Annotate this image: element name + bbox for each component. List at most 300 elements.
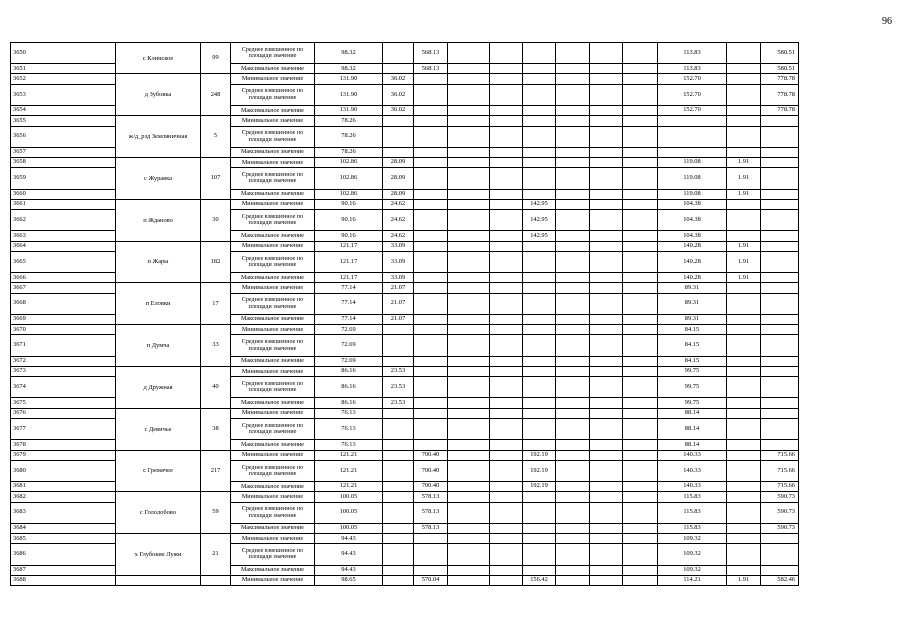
value-cell: 1.91 bbox=[727, 575, 761, 585]
value-cell: 86.16 bbox=[315, 377, 383, 398]
value-cell bbox=[623, 440, 658, 450]
value-cell bbox=[727, 64, 761, 74]
table-row bbox=[11, 408, 799, 418]
value-cell: 590.73 bbox=[761, 523, 799, 533]
value-cell: 89.31 bbox=[658, 293, 727, 314]
value-cell bbox=[727, 116, 761, 126]
value-cell bbox=[490, 366, 523, 376]
value-cell bbox=[383, 565, 414, 575]
value-cell bbox=[761, 366, 799, 376]
value-cell: 86.16 bbox=[315, 366, 383, 376]
row-number-cell: 3683 bbox=[11, 502, 116, 523]
value-cell bbox=[490, 565, 523, 575]
value-cell: 98.32 bbox=[315, 64, 383, 74]
value-cell bbox=[448, 419, 490, 440]
value-cell: 100.05 bbox=[315, 502, 383, 523]
value-cell bbox=[523, 158, 556, 168]
value-cell: 21.07 bbox=[383, 314, 414, 324]
value-cell bbox=[414, 210, 448, 231]
table-row bbox=[11, 199, 799, 209]
value-cell bbox=[623, 273, 658, 283]
value-type-cell: Минимальное значение bbox=[231, 366, 315, 376]
value-cell bbox=[523, 168, 556, 189]
value-cell bbox=[727, 377, 761, 398]
value-cell bbox=[448, 492, 490, 502]
value-cell: 28.09 bbox=[383, 189, 414, 199]
value-type-cell: Максимальное значение bbox=[231, 314, 315, 324]
value-cell bbox=[490, 356, 523, 366]
value-cell bbox=[623, 502, 658, 523]
row-number-cell: 3654 bbox=[11, 105, 116, 115]
value-cell: 582.46 bbox=[761, 575, 799, 585]
value-cell bbox=[523, 147, 556, 157]
value-cell: 23.53 bbox=[383, 398, 414, 408]
value-cell bbox=[523, 419, 556, 440]
row-number-cell: 3667 bbox=[11, 283, 116, 293]
row-number-cell: 3665 bbox=[11, 251, 116, 272]
value-cell: 88.14 bbox=[658, 408, 727, 418]
settlement-name-cell: с Клинское bbox=[116, 43, 201, 74]
value-cell bbox=[383, 408, 414, 418]
value-type-cell: Максимальное значение bbox=[231, 482, 315, 492]
value-cell bbox=[556, 325, 590, 335]
value-cell bbox=[490, 126, 523, 147]
value-cell: 580.51 bbox=[761, 43, 799, 64]
population-cell: 38 bbox=[201, 408, 231, 450]
value-cell: 109.32 bbox=[658, 565, 727, 575]
value-cell: 121.17 bbox=[315, 241, 383, 251]
value-cell bbox=[556, 523, 590, 533]
value-cell bbox=[414, 335, 448, 356]
value-cell bbox=[727, 482, 761, 492]
value-cell bbox=[448, 147, 490, 157]
value-cell bbox=[556, 168, 590, 189]
row-number-cell: 3656 bbox=[11, 126, 116, 147]
row-number-cell: 3664 bbox=[11, 241, 116, 251]
population-cell: 5 bbox=[201, 116, 231, 158]
value-cell bbox=[727, 325, 761, 335]
value-cell bbox=[556, 408, 590, 418]
row-number-cell: 3685 bbox=[11, 534, 116, 544]
value-cell: 33.09 bbox=[383, 251, 414, 272]
row-number-cell: 3658 bbox=[11, 158, 116, 168]
value-type-cell: Минимальное значение bbox=[231, 158, 315, 168]
value-cell bbox=[490, 492, 523, 502]
value-cell bbox=[590, 377, 623, 398]
population-cell: 17 bbox=[201, 283, 231, 325]
value-cell: 104.38 bbox=[658, 199, 727, 209]
value-type-cell: Среднее взвешенное по площади значение bbox=[231, 419, 315, 440]
row-number-cell: 3652 bbox=[11, 74, 116, 84]
value-cell bbox=[761, 283, 799, 293]
value-cell bbox=[490, 450, 523, 460]
value-cell: 115.83 bbox=[658, 523, 727, 533]
value-cell bbox=[523, 408, 556, 418]
value-cell bbox=[590, 408, 623, 418]
value-cell bbox=[448, 189, 490, 199]
value-cell: 568.13 bbox=[414, 64, 448, 74]
value-cell bbox=[523, 377, 556, 398]
value-type-cell: Минимальное значение bbox=[231, 241, 315, 251]
value-cell: 100.05 bbox=[315, 492, 383, 502]
population-cell: 99 bbox=[201, 43, 231, 74]
value-cell bbox=[448, 168, 490, 189]
value-cell bbox=[590, 231, 623, 241]
value-cell bbox=[761, 168, 799, 189]
value-cell bbox=[556, 189, 590, 199]
value-cell bbox=[761, 325, 799, 335]
value-cell bbox=[490, 335, 523, 356]
value-cell: 77.14 bbox=[315, 314, 383, 324]
value-cell bbox=[414, 251, 448, 272]
population-cell: 248 bbox=[201, 74, 231, 116]
value-cell bbox=[556, 74, 590, 84]
value-cell: 98.65 bbox=[315, 575, 383, 585]
value-cell bbox=[761, 189, 799, 199]
value-cell bbox=[523, 283, 556, 293]
value-cell bbox=[556, 502, 590, 523]
value-cell: 1.91 bbox=[727, 168, 761, 189]
value-cell: 21.07 bbox=[383, 283, 414, 293]
value-type-cell: Среднее взвешенное по площади значение bbox=[231, 168, 315, 189]
value-cell: 109.32 bbox=[658, 534, 727, 544]
value-cell bbox=[556, 482, 590, 492]
value-cell bbox=[490, 273, 523, 283]
value-cell: 152.70 bbox=[658, 84, 727, 105]
value-cell: 119.08 bbox=[658, 168, 727, 189]
value-cell bbox=[490, 460, 523, 481]
value-cell bbox=[448, 534, 490, 544]
value-cell bbox=[727, 210, 761, 231]
settlement-name-cell: д Зубовка bbox=[116, 74, 201, 116]
value-cell: 90.16 bbox=[315, 210, 383, 231]
value-cell: 100.05 bbox=[315, 523, 383, 533]
value-cell bbox=[761, 565, 799, 575]
value-cell bbox=[490, 377, 523, 398]
value-cell bbox=[727, 502, 761, 523]
value-cell bbox=[556, 84, 590, 105]
value-cell: 700.40 bbox=[414, 482, 448, 492]
value-cell: 104.38 bbox=[658, 210, 727, 231]
row-number-cell: 3672 bbox=[11, 356, 116, 366]
value-cell bbox=[523, 534, 556, 544]
value-cell bbox=[490, 43, 523, 64]
value-cell: 102.86 bbox=[315, 189, 383, 199]
value-type-cell: Минимальное значение bbox=[231, 74, 315, 84]
value-cell bbox=[414, 565, 448, 575]
value-cell bbox=[623, 335, 658, 356]
value-cell bbox=[623, 482, 658, 492]
value-cell: 21.07 bbox=[383, 293, 414, 314]
value-cell bbox=[448, 74, 490, 84]
value-cell bbox=[448, 126, 490, 147]
value-cell: 104.38 bbox=[658, 231, 727, 241]
value-cell bbox=[556, 116, 590, 126]
value-cell bbox=[448, 408, 490, 418]
value-cell: 140.33 bbox=[658, 450, 727, 460]
value-cell bbox=[761, 544, 799, 565]
value-cell bbox=[448, 482, 490, 492]
value-cell bbox=[523, 366, 556, 376]
value-cell: 78.26 bbox=[315, 126, 383, 147]
value-cell: 715.66 bbox=[761, 450, 799, 460]
value-cell bbox=[727, 43, 761, 64]
value-type-cell: Среднее взвешенное по площади значение bbox=[231, 251, 315, 272]
value-cell bbox=[623, 84, 658, 105]
value-cell bbox=[490, 502, 523, 523]
value-cell: 115.83 bbox=[658, 492, 727, 502]
value-cell bbox=[448, 283, 490, 293]
table-row bbox=[11, 325, 799, 335]
value-type-cell: Максимальное значение bbox=[231, 64, 315, 74]
value-cell bbox=[623, 189, 658, 199]
value-type-cell: Среднее взвешенное по площади значение bbox=[231, 502, 315, 523]
value-cell bbox=[383, 460, 414, 481]
value-cell bbox=[523, 398, 556, 408]
population-cell: 30 bbox=[201, 199, 231, 241]
value-cell: 131.90 bbox=[315, 74, 383, 84]
settlement-name-cell: ж/д_рзд Земляничная bbox=[116, 116, 201, 158]
value-cell bbox=[490, 116, 523, 126]
value-cell bbox=[448, 502, 490, 523]
value-cell bbox=[490, 440, 523, 450]
value-cell bbox=[383, 126, 414, 147]
value-cell bbox=[556, 251, 590, 272]
value-cell bbox=[623, 460, 658, 481]
value-cell: 113.83 bbox=[658, 64, 727, 74]
value-cell bbox=[761, 408, 799, 418]
table-row bbox=[11, 283, 799, 293]
value-cell bbox=[623, 293, 658, 314]
value-cell bbox=[590, 199, 623, 209]
value-cell: 24.62 bbox=[383, 199, 414, 209]
value-cell bbox=[727, 460, 761, 481]
value-cell bbox=[448, 293, 490, 314]
value-cell: 1.91 bbox=[727, 273, 761, 283]
population-cell: 33 bbox=[201, 325, 231, 367]
value-cell bbox=[590, 251, 623, 272]
value-cell bbox=[448, 335, 490, 356]
value-cell: 140.28 bbox=[658, 251, 727, 272]
value-cell bbox=[414, 105, 448, 115]
value-cell bbox=[448, 199, 490, 209]
value-cell bbox=[414, 74, 448, 84]
value-type-cell: Среднее взвешенное по площади значение bbox=[231, 293, 315, 314]
value-cell bbox=[448, 105, 490, 115]
value-cell bbox=[383, 523, 414, 533]
value-cell bbox=[590, 241, 623, 251]
value-cell bbox=[490, 251, 523, 272]
row-number-cell: 3676 bbox=[11, 408, 116, 418]
value-cell bbox=[383, 492, 414, 502]
value-cell: 99.75 bbox=[658, 377, 727, 398]
row-number-cell: 3687 bbox=[11, 565, 116, 575]
value-cell: 94.43 bbox=[315, 534, 383, 544]
value-cell: 36.02 bbox=[383, 74, 414, 84]
value-cell bbox=[448, 210, 490, 231]
value-cell bbox=[490, 482, 523, 492]
value-cell bbox=[383, 450, 414, 460]
value-type-cell: Максимальное значение bbox=[231, 440, 315, 450]
value-cell bbox=[523, 325, 556, 335]
value-cell bbox=[727, 105, 761, 115]
value-cell: 72.69 bbox=[315, 335, 383, 356]
value-cell bbox=[490, 575, 523, 585]
value-type-cell: Максимальное значение bbox=[231, 273, 315, 283]
row-number-cell: 3673 bbox=[11, 366, 116, 376]
value-cell bbox=[761, 356, 799, 366]
value-cell bbox=[414, 199, 448, 209]
value-type-cell: Среднее взвешенное по площади значение bbox=[231, 460, 315, 481]
value-type-cell: Минимальное значение bbox=[231, 575, 315, 585]
table-row bbox=[11, 366, 799, 376]
value-cell: 102.86 bbox=[315, 158, 383, 168]
population-cell bbox=[201, 575, 231, 585]
value-type-cell: Минимальное значение bbox=[231, 199, 315, 209]
table-row bbox=[11, 241, 799, 251]
value-cell bbox=[623, 147, 658, 157]
row-number-cell: 3671 bbox=[11, 335, 116, 356]
row-number-cell: 3661 bbox=[11, 199, 116, 209]
value-cell bbox=[383, 335, 414, 356]
value-cell bbox=[727, 147, 761, 157]
row-number-cell: 3670 bbox=[11, 325, 116, 335]
value-cell bbox=[448, 116, 490, 126]
value-type-cell: Среднее взвешенное по площади значение bbox=[231, 377, 315, 398]
table-row bbox=[11, 492, 799, 502]
value-cell bbox=[590, 335, 623, 356]
value-cell bbox=[448, 377, 490, 398]
value-cell: 77.14 bbox=[315, 293, 383, 314]
value-cell bbox=[658, 147, 727, 157]
value-cell bbox=[414, 158, 448, 168]
value-cell: 78.26 bbox=[315, 147, 383, 157]
value-cell bbox=[623, 398, 658, 408]
value-cell bbox=[761, 335, 799, 356]
value-cell: 590.73 bbox=[761, 502, 799, 523]
value-cell bbox=[448, 356, 490, 366]
value-cell: 131.90 bbox=[315, 105, 383, 115]
value-cell bbox=[448, 314, 490, 324]
value-cell bbox=[623, 251, 658, 272]
value-cell bbox=[590, 534, 623, 544]
value-cell bbox=[761, 273, 799, 283]
value-cell bbox=[490, 168, 523, 189]
value-type-cell: Максимальное значение bbox=[231, 231, 315, 241]
value-cell bbox=[414, 544, 448, 565]
value-cell bbox=[490, 105, 523, 115]
value-cell bbox=[623, 168, 658, 189]
value-cell bbox=[623, 419, 658, 440]
value-cell: 33.09 bbox=[383, 241, 414, 251]
value-cell bbox=[556, 565, 590, 575]
value-cell bbox=[556, 64, 590, 74]
value-cell bbox=[623, 158, 658, 168]
value-cell bbox=[383, 64, 414, 74]
value-cell bbox=[590, 105, 623, 115]
value-cell bbox=[623, 116, 658, 126]
value-cell bbox=[414, 231, 448, 241]
value-cell: 88.14 bbox=[658, 440, 727, 450]
value-cell bbox=[623, 314, 658, 324]
value-cell bbox=[556, 158, 590, 168]
value-cell bbox=[448, 440, 490, 450]
value-cell bbox=[556, 283, 590, 293]
value-cell bbox=[383, 440, 414, 450]
value-cell: 109.32 bbox=[658, 544, 727, 565]
value-cell bbox=[727, 314, 761, 324]
value-cell bbox=[623, 43, 658, 64]
value-cell: 1.91 bbox=[727, 189, 761, 199]
value-cell bbox=[383, 534, 414, 544]
value-cell bbox=[383, 544, 414, 565]
value-cell bbox=[590, 325, 623, 335]
value-cell: 1.91 bbox=[727, 251, 761, 272]
row-number-cell: 3657 bbox=[11, 147, 116, 157]
row-number-cell: 3686 bbox=[11, 544, 116, 565]
value-cell: 102.86 bbox=[315, 168, 383, 189]
settlement-name-cell: д Дружная bbox=[116, 366, 201, 408]
settlement-name-cell: с Девичье bbox=[116, 408, 201, 450]
value-cell: 72.69 bbox=[315, 356, 383, 366]
value-cell bbox=[383, 502, 414, 523]
table-body bbox=[11, 43, 799, 586]
value-cell bbox=[556, 335, 590, 356]
row-number-cell: 3675 bbox=[11, 398, 116, 408]
value-cell bbox=[490, 283, 523, 293]
value-cell: 142.95 bbox=[523, 210, 556, 231]
value-cell bbox=[590, 440, 623, 450]
value-cell bbox=[523, 273, 556, 283]
value-cell bbox=[623, 64, 658, 74]
value-cell bbox=[523, 440, 556, 450]
value-cell bbox=[590, 419, 623, 440]
value-type-cell: Среднее взвешенное по площади значение bbox=[231, 126, 315, 147]
value-cell bbox=[556, 460, 590, 481]
value-cell: 578.13 bbox=[414, 492, 448, 502]
value-cell: 76.13 bbox=[315, 419, 383, 440]
value-cell bbox=[414, 293, 448, 314]
value-cell: 192.19 bbox=[523, 482, 556, 492]
value-cell: 90.16 bbox=[315, 199, 383, 209]
value-type-cell: Максимальное значение bbox=[231, 105, 315, 115]
value-cell bbox=[623, 408, 658, 418]
value-cell bbox=[523, 241, 556, 251]
value-cell bbox=[414, 273, 448, 283]
value-cell bbox=[590, 168, 623, 189]
value-cell bbox=[590, 64, 623, 74]
value-cell: 568.13 bbox=[414, 43, 448, 64]
row-number-cell: 3678 bbox=[11, 440, 116, 450]
value-cell: 84.15 bbox=[658, 325, 727, 335]
value-cell bbox=[590, 126, 623, 147]
population-cell: 40 bbox=[201, 366, 231, 408]
value-cell: 578.13 bbox=[414, 502, 448, 523]
row-number-cell: 3663 bbox=[11, 231, 116, 241]
value-type-cell: Среднее взвешенное по площади значение bbox=[231, 335, 315, 356]
value-cell bbox=[383, 482, 414, 492]
value-cell bbox=[523, 492, 556, 502]
value-cell bbox=[383, 147, 414, 157]
value-cell: 76.13 bbox=[315, 440, 383, 450]
value-type-cell: Максимальное значение bbox=[231, 398, 315, 408]
value-cell bbox=[761, 251, 799, 272]
value-cell bbox=[448, 450, 490, 460]
value-cell: 570.04 bbox=[414, 575, 448, 585]
value-cell: 24.62 bbox=[383, 210, 414, 231]
value-cell: 715.66 bbox=[761, 482, 799, 492]
value-cell bbox=[658, 126, 727, 147]
